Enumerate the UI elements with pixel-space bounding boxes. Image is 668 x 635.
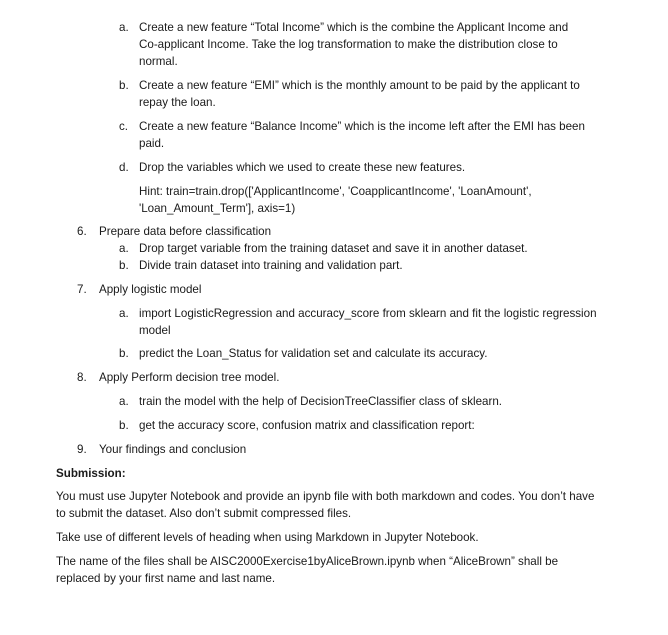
list-marker: c. bbox=[119, 120, 129, 133]
list-text: predict the Loan_Status for validation set and calculate its accuracy. bbox=[139, 347, 488, 360]
list-item-8 bbox=[77, 369, 597, 386]
list-item-7 bbox=[77, 281, 597, 298]
list-marker: b. bbox=[119, 259, 129, 272]
list-marker: b. bbox=[119, 79, 129, 92]
list-marker: a. bbox=[119, 395, 129, 408]
list-text: Prepare data before classification bbox=[99, 225, 272, 238]
list-item-6a bbox=[119, 240, 599, 257]
list-item-c-balance-income bbox=[119, 118, 599, 152]
list-item-7a bbox=[119, 305, 609, 339]
list-item-9 bbox=[77, 441, 597, 458]
list-item-a-total-income bbox=[119, 19, 589, 70]
list-marker: 6. bbox=[77, 225, 87, 238]
list-text: train the model with the help of DecisionTreeClassifier class of sklearn. bbox=[139, 395, 503, 408]
list-text: Your findings and conclusion bbox=[99, 443, 247, 456]
list-marker: b. bbox=[119, 347, 129, 360]
list-text: Create a new feature “Total Income” which is the combine the Applicant Income and Co-applicant Income. Take the log transformation to make the distribution close to normal. bbox=[139, 21, 569, 68]
submission-paragraph-2: Take use of different levels of heading when using Markdown in Jupyter Notebook. bbox=[56, 531, 479, 544]
list-item-7b bbox=[119, 345, 609, 362]
list-item-6 bbox=[77, 223, 597, 240]
list-text: Apply Perform decision tree model. bbox=[99, 371, 280, 384]
submission-heading: Submission: bbox=[56, 467, 126, 480]
list-marker: a. bbox=[119, 307, 129, 320]
list-marker: 7. bbox=[77, 283, 87, 296]
list-text: get the accuracy score, confusion matrix and classification report: bbox=[139, 419, 475, 432]
list-item-6b bbox=[119, 257, 599, 274]
list-text: Drop target variable from the training dataset and save it in another dataset. bbox=[139, 242, 528, 255]
list-text: import LogisticRegression and accuracy_score from sklearn and fit the logistic regression model bbox=[139, 307, 597, 337]
list-item-8b bbox=[119, 417, 609, 434]
list-marker: a. bbox=[119, 21, 129, 34]
list-text: Divide train dataset into training and validation part. bbox=[139, 259, 403, 272]
list-text: Create a new feature “Balance Income” which is the income left after the EMI has been paid. bbox=[139, 120, 585, 150]
list-marker: a. bbox=[119, 242, 129, 255]
list-item-d-drop-variables bbox=[119, 159, 599, 176]
list-marker: b. bbox=[119, 419, 129, 432]
list-text: Create a new feature “EMI” which is the monthly amount to be paid by the applicant to repay the loan. bbox=[139, 79, 580, 109]
list-text: Drop the variables which we used to create these new features. bbox=[139, 161, 466, 174]
list-marker: d. bbox=[119, 161, 129, 174]
list-item-b-emi bbox=[119, 77, 599, 111]
list-text: Apply logistic model bbox=[99, 283, 202, 296]
list-marker: 9. bbox=[77, 443, 87, 456]
hint-code: Hint: train=train.drop(['ApplicantIncome', 'CoapplicantIncome', 'LoanAmount', 'Loan_Amount_Term'], axis=1) bbox=[139, 185, 532, 215]
list-marker: 8. bbox=[77, 371, 87, 384]
submission-paragraph-1: You must use Jupyter Notebook and provide an ipynb file with both markdown and codes. You don’t have to submit the dataset. Also don’t submit compressed files. bbox=[56, 490, 595, 520]
submission-paragraph-3: The name of the files shall be AISC2000Exercise1byAliceBrown.ipynb when “AliceBrown” shall be replaced by your first name and last name. bbox=[56, 555, 559, 585]
list-item-8a bbox=[119, 393, 609, 410]
